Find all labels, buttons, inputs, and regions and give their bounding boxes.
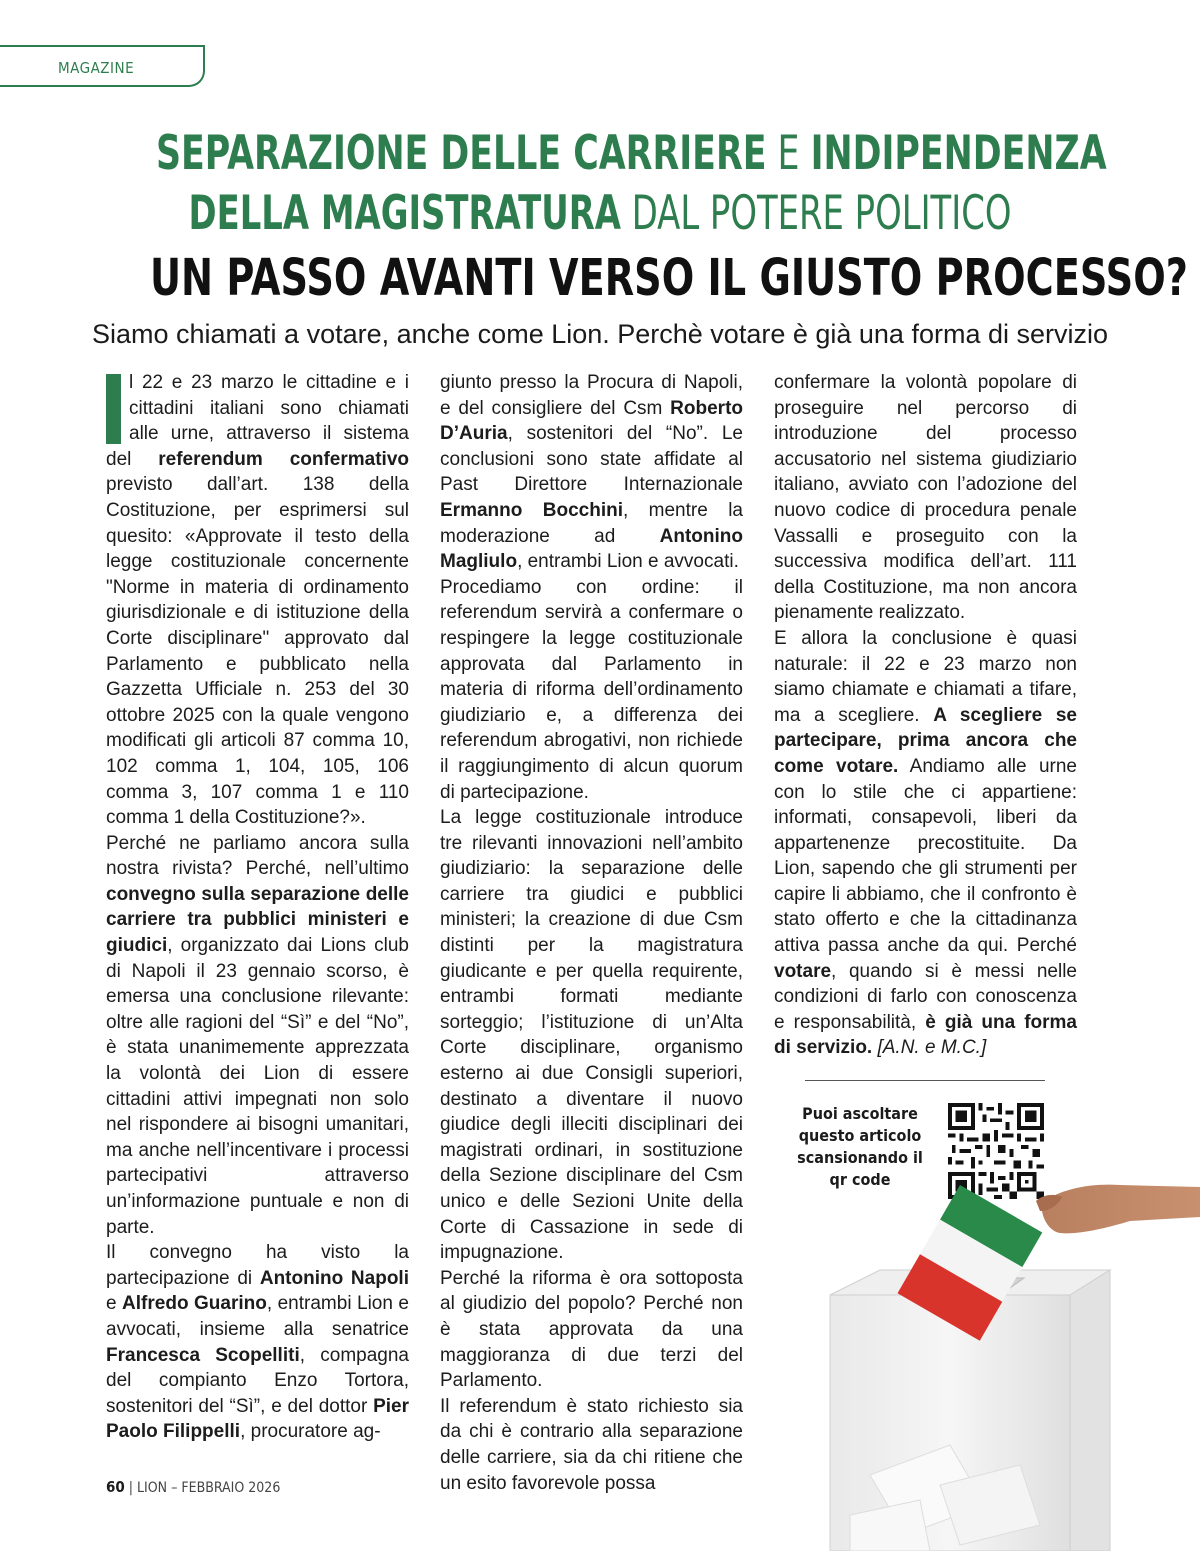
paragraph-7-end: confermare la volontà popolare di proseguire nel percorso di introduzione del processo accusatorio nel sistema giudiziario italiano, avviato con l’adozione del nuovo codice di procedura penale Vassalli e proseguito con la successiva modifica dell’art. 111 della Costituzione, ma non ancora pienamente realizzato. (774, 372, 1077, 624)
paragraph-1: l 22 e 23 marzo le cittadine e i cittadini italiani sono chiamati alle urne, attraverso il sistema del referendum confermativo previsto dall’art. 138 della Costituzione, per esprimersi sul quesito: «Approvate il testo della legge costituzionale concernente "Norme in materia di ordinamento giurisdizionale e di istituzione della Corte disciplinare" approvato dal Parlamento e pubblicato nella Gazzetta Ufficiale n. 253 del 30 ottobre 2025 con la quale vengono modificati gli articoli 87 comma 10, 102 comma 1, 104, 105, 106 comma 3, 107 comma 1 e 110 comma 1 della Costituzione?». (106, 372, 409, 829)
paragraph-3-end: giunto presso la Procura di Napoli, e del consigliere del Csm Roberto D’Auria, sostenitori del “No”. Le conclusioni sono state affidate al Past Direttore Internazionale Ermanno Bocchini, mentre la moderazione ad Antonino Magliulo, entrambi Lion e avvocati. (440, 372, 743, 573)
qr-caption: Puoi ascoltare questo articolo scansionando il qr code (797, 1104, 923, 1189)
paragraph-6: Perché la riforma è ora sottoposta al giudizio del popolo? Perché non è stata approvata da una maggioranza di due terzi del Parlamento. (440, 1267, 743, 1392)
article-column-1 (106, 370, 409, 1445)
section-label: MAGAZINE (58, 59, 135, 77)
voter-hand (1036, 1185, 1200, 1234)
headline-line-2: DELLA MAGISTRATURA DAL POTERE POLITICO (188, 186, 1012, 241)
paragraph-5: La legge costituzionale introduce tre rilevanti innovazioni nell’ambito giudiziario: la separazione delle carriere tra giudici e pubblici ministeri; la creazione di due Csm distinti per la magistratura giudicante e per quella requirente, entrambi formati mediante sorteggio; l’istituzione di un’Alta Corte disciplinare, organismo esterno ai due Consigli superiori, destinato a diventare il nuovo giudice degli illeciti disciplinari dei magistrati ordinari, in sostituzione della Sezione disciplinare del Csm unico e delle Sezioni Unite della Corte di Cassazione in sede di impugnazione. (440, 807, 743, 1264)
paragraph-8: E allora la conclusione è quasi naturale: il 22 e 23 marzo non siamo chiamate e chiamati a tifare, ma a scegliere. A scegliere se partecipare, prima ancora che come votare. Andiamo alle urne con lo stile che ci appartiene: informati, consapevoli, liberi da appartenenze precostituite. Da Lion, sapendo che gli strumenti per capire li abbiamo, che il confronto è stato offerto e che la cittadinanza attiva passa anche da qui. Perché votare, quando si è messi nelle condizioni di farlo con conoscenza e responsabilità, è già una forma di servizio. [A.N. e M.C.] (774, 627, 1077, 1059)
publication-info: LION – FEBBRAIO 2026 (137, 1480, 281, 1496)
article-column-3 (774, 370, 1077, 1061)
dropcap (106, 374, 121, 444)
author-initials: [A.N. e M.C.] (877, 1037, 987, 1059)
headline-line-1: SEPARAZIONE DELLE CARRIERE E INDIPENDENZA (156, 126, 1107, 181)
section-tab (0, 45, 205, 87)
ballot-box-illustration (810, 1175, 1200, 1551)
article-column-2 (440, 370, 743, 1496)
paragraph-2: Perché ne parliamo ancora sulla nostra rivista? Perché, nell’ultimo convegno sulla separazione delle carriere tra pubblici ministeri e giudici, organizzato dai Lions club di Napoli il 23 gennaio scorso, è emersa una conclusione rilevante: oltre alle ragioni del “Sì” e del “No”, è stata unanimemente apprezzata la volontà dei Lion di essere cittadini attivi impegnati non solo nel rispondere ai bisogni umanitari, ma anche nell’incentivare i processi partecipativi attraverso un’informazione puntuale e non di parte. (106, 832, 409, 1238)
paragraph-7-start: Il referendum è stato richiesto sia da chi è contrario alla separazione delle carriere, sia da chi ritiene che un esito favorevole possa (440, 1395, 743, 1494)
page-footer: 60 | LION – FEBBRAIO 2026 (106, 1478, 281, 1496)
paragraph-4: Procediamo con ordine: il referendum servirà a confermare o respingere la legge costituzionale approvata dal Parlamento in materia di riforma dell’ordinamento giudiziario e, a differenza dei referendum abrogativi, non richiede il raggiungimento di alcun quorum di partecipazione. (440, 576, 743, 803)
paragraph-3-start: Il convegno ha visto la partecipazione di Antonino Napoli e Alfredo Guarino, entrambi Lion e avvocati, insieme alla senatrice Francesca Scopelliti, compagna del compianto Enzo Tortora, sostenitori del “Sì”, e del dottor Pier Paolo Filippelli, procuratore ag- (106, 1242, 409, 1443)
page-number: 60 (106, 1478, 125, 1496)
headline-line-3: UN PASSO AVANTI VERSO IL GIUSTO PROCESSO? (150, 249, 1188, 308)
divider (805, 1080, 1045, 1081)
subtitle: Siamo chiamati a votare, anche come Lion. Perchè votare è già una forma di servizio (91, 319, 1109, 349)
